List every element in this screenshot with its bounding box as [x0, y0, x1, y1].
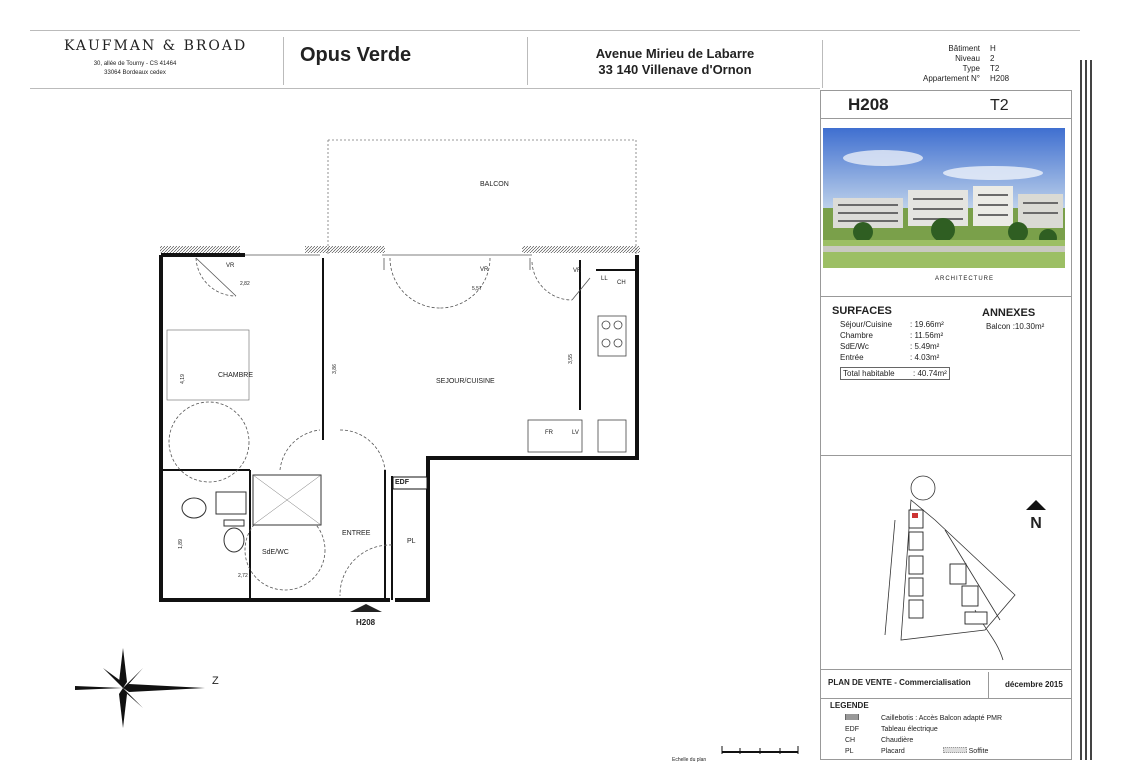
surface-row: SdE/Wc : 5.49m²: [840, 342, 940, 351]
dim-cuisine-depth: 3,55: [567, 354, 574, 364]
surface-row: Chambre : 11.56m²: [840, 331, 944, 340]
dim-sde-depth: 1,89: [177, 539, 184, 549]
dim-chambre-depth: 4,19: [179, 374, 186, 384]
header-divider-1: [283, 37, 284, 85]
surface-row-total: Total habitable : 40.74m²: [840, 367, 950, 380]
header-divider-2: [527, 37, 528, 85]
north-arrow: N: [1025, 498, 1047, 532]
surfaces-list: [840, 319, 950, 381]
dim-chambre-width: 2,82: [240, 281, 250, 287]
soffite-swatch-icon: [943, 747, 967, 753]
room-balcon: BALCON: [480, 181, 509, 188]
legend-row: CH Chaudière: [845, 737, 914, 744]
building-rendering: [823, 128, 1065, 268]
project-address: Avenue Mirieu de Labarre 33 140 Villenave d'Ornon: [595, 46, 755, 77]
annexes-title: ANNEXES: [982, 307, 1036, 319]
label-edf: EDF: [395, 479, 409, 486]
legend-row: EDF Tableau électrique: [845, 726, 938, 733]
side-legal-note: [1078, 60, 1094, 760]
room-entree: ENTREE: [342, 530, 371, 537]
brand-logo: KAUFMAN & BROAD: [64, 38, 248, 54]
brand-address: 30, allée de Tourny - CS 41464 33064 Bordeaux cedex: [93, 61, 177, 76]
surfaces-title: SURFACES: [832, 305, 892, 317]
plan-vente-label: PLAN DE VENTE - Commercialisation: [828, 678, 971, 687]
dim-sejour-depth: 3,86: [331, 364, 338, 374]
footer-divider: [988, 672, 989, 698]
site-map: [825, 460, 1065, 665]
floor-plan: [150, 135, 650, 635]
header-bottom-line: [30, 88, 820, 89]
dim-sejour-width: 5,57: [472, 286, 482, 292]
label-lv: LV: [572, 430, 579, 436]
room-placard: PL: [407, 538, 416, 545]
surface-row: Séjour/Cuisine : 19.66m²: [840, 320, 944, 329]
compass-z-label: Z: [212, 675, 219, 687]
header-top-line: [30, 30, 1080, 31]
legend-title: LEGENDE: [830, 701, 869, 710]
unit-code: H208: [848, 95, 889, 114]
annexes-row: Balcon :10.30m²: [986, 322, 1045, 331]
project-name: Opus Verde: [300, 44, 412, 66]
plan-date: décembre 2015: [1005, 680, 1063, 689]
entry-label: H208: [356, 618, 376, 627]
label-fr: FR: [545, 430, 553, 436]
legend-row: Caillebotis : Accès Balcon adapté PMR: [845, 713, 1002, 724]
label-vr-sejour: VR: [480, 267, 489, 273]
label-ch: CH: [617, 280, 626, 286]
room-chambre: CHAMBRE: [218, 372, 254, 379]
compass-rose-icon: [75, 648, 215, 728]
unit-type: T2: [990, 97, 1009, 114]
apartment-info-table: Bâtiment H Niveau 2 Type T2 Appartement N° H208: [922, 44, 1010, 83]
scale-bar: [720, 744, 800, 756]
label-ll: LL: [601, 276, 608, 282]
surface-row: Entrée : 4.03m²: [840, 353, 940, 362]
label-vr-cuisine: VR: [573, 268, 582, 274]
photo-bottom-line: [820, 296, 1072, 297]
room-sde-wc: SdE/WC: [262, 549, 289, 556]
room-sejour-cuisine: SEJOUR/CUISINE: [436, 378, 495, 385]
header-divider-3: [822, 40, 823, 88]
scale-label: Echelle du plan: [672, 757, 707, 763]
dim-sde-width: 2,72: [238, 573, 248, 579]
footer-line: [820, 698, 1072, 699]
architect-label: ARCHITECTURE: [935, 276, 995, 282]
unit-header-line: [820, 118, 1072, 119]
caillebotis-swatch-icon: [845, 714, 859, 720]
legend-row: PL Placard Soffite: [845, 748, 989, 755]
north-arrow-icon: [1025, 499, 1047, 511]
label-vr-chambre: VR: [226, 263, 235, 269]
legend-list: [845, 713, 1002, 757]
